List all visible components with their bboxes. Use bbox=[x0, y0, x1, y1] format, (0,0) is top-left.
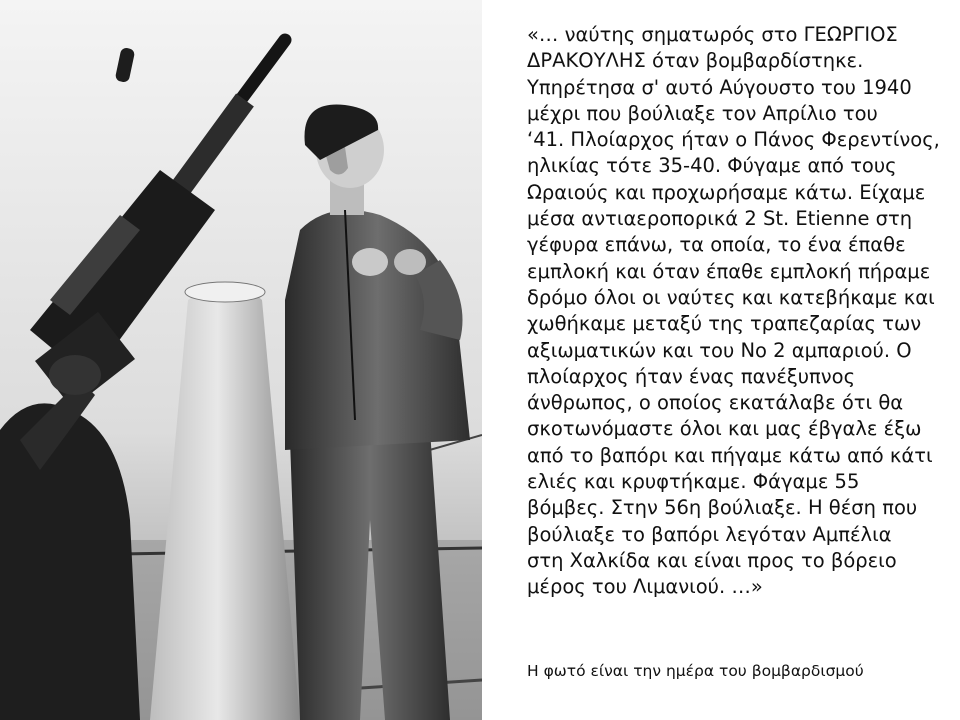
quote-line: μέχρι που βούλιαξε τον Απρίλιο του bbox=[527, 101, 878, 125]
quote-line: χωθήκαμε μεταξύ της τραπεζαρίας των bbox=[527, 312, 922, 336]
quote-line: από το βαπόρι και πήγαμε κάτω από κάτι bbox=[527, 443, 933, 467]
quote-line: αξιωματικών και του Νο 2 αμπαριού. Ο bbox=[527, 338, 912, 362]
quote-line: μέρος του Λιμανιού. …» bbox=[527, 575, 763, 599]
quote-line: «… ναύτης σηματωρός στο ΓΕΩΡΓΙΟΣ bbox=[527, 23, 898, 46]
quote-line: ελιές και κρυφτήκαμε. Φάγαμε 55 bbox=[527, 470, 860, 494]
quote-line: Υπηρέτησα σ' αυτό Αύγουστο του 1940 bbox=[527, 75, 912, 99]
quote-line: πλοίαρχος ήταν ένας πανέξυπνος bbox=[527, 364, 856, 388]
quote-line: ηλικίας τότε 35-40. Φύγαμε από τους bbox=[527, 154, 897, 178]
quote-line: βούλιαξε το βαπόρι λεγόταν Αμπέλια bbox=[527, 522, 892, 546]
gun-mount-top bbox=[185, 282, 265, 302]
quote-line: σκοτωνόμαστε όλοι και μας έβγαλε έξω bbox=[527, 417, 922, 441]
quote-line: γέφυρα επάνω, τα οποία, το ένα έπαθε bbox=[527, 233, 906, 257]
quote-line: εμπλοκή και όταν έπαθε εμπλοκή πήραμε bbox=[527, 259, 931, 283]
quote-line: ΔΡΑΚΟΥΛΗΣ όταν βομβαρδίστηκε. bbox=[527, 49, 864, 73]
quote-line: στη Χαλκίδα και είναι προς το βόρειο bbox=[527, 548, 897, 572]
quote-line: ‘41. Πλοίαρχος ήταν ο Πάνος Φερεντίνος, bbox=[527, 128, 940, 152]
photo-caption: Η φωτό είναι την ημέρα του βομβαρδισμού bbox=[527, 662, 864, 680]
testimony-quote bbox=[527, 22, 947, 601]
quote-line: Ωραιούς και προχωρήσαμε κάτω. Είχαμε bbox=[527, 180, 926, 204]
quote-line: βόμβες. Στην 56η βούλιαξε. Η θέση που bbox=[527, 496, 918, 520]
quote-line: άνθρωπος, ο οποίος εκατάλαβε ότι θα bbox=[527, 391, 904, 415]
quote-line: μέσα αντιαεροπορικά 2 St. Etienne στη bbox=[527, 207, 913, 231]
quote-line: δρόμο όλοι οι ναύτες και κατεβήκαμε και bbox=[527, 285, 935, 309]
